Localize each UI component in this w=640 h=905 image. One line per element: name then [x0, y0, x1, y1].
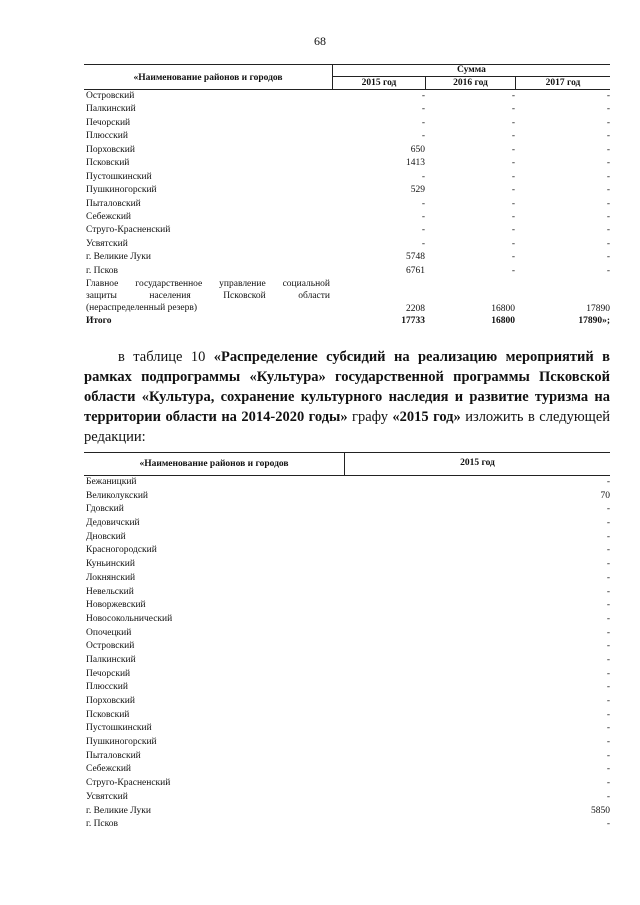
total-label: Итого: [86, 316, 112, 327]
cell-2015: -: [606, 764, 610, 775]
district-name: Плюсский: [86, 682, 128, 693]
cell-2015: 6761: [406, 265, 425, 276]
district-name: Пушкиногорский: [86, 737, 157, 748]
district-name: Опочецкий: [86, 627, 132, 638]
cell-2015: -: [421, 131, 425, 142]
cell-2016: -: [511, 158, 515, 169]
column-header-name: «Наименование районов и городов: [139, 459, 289, 469]
cell-2017: -: [606, 171, 610, 182]
table-row: [84, 531, 610, 545]
cell-2016: -: [511, 265, 515, 276]
table-row-gu: [84, 278, 610, 315]
district-name: Струго-Красненский: [86, 778, 171, 789]
table-row: [84, 709, 610, 723]
district-name: Усвятский: [86, 791, 128, 802]
table-row: [84, 750, 610, 764]
cell-2017: -: [606, 104, 610, 115]
table-row: [84, 198, 610, 211]
cell-2015: -: [606, 696, 610, 706]
cell-2016: -: [511, 131, 515, 142]
total-2017: 17890»;: [578, 316, 610, 327]
cell-2017: -: [606, 265, 610, 276]
cell-2015: -: [606, 518, 610, 529]
table-row: [84, 544, 610, 558]
cell-2015: -: [606, 572, 610, 583]
table-row: [84, 627, 610, 641]
table-row: [84, 90, 610, 103]
cell-2015: -: [606, 819, 610, 830]
cell-2015: 529: [410, 185, 425, 196]
table-row: [84, 157, 610, 170]
cell-2015: -: [421, 225, 425, 236]
district-name: Пустошкинский: [86, 723, 152, 734]
cell-2015: -: [421, 198, 425, 209]
cell-2015: 2208: [406, 304, 425, 315]
cell-2015: -: [606, 559, 610, 570]
table-row: [84, 184, 610, 197]
district-name: г. Псков: [86, 265, 119, 276]
table-row: [84, 668, 610, 682]
district-name: Печорский: [86, 668, 131, 679]
table-body: [84, 476, 610, 832]
district-name: Бежаницкий: [86, 477, 137, 487]
cell-2017: -: [606, 158, 610, 169]
cell-2015: -: [606, 654, 610, 665]
para-bold-2: «2015 год»: [392, 409, 461, 425]
cell-2016: -: [511, 171, 515, 182]
district-name: Порховский: [86, 696, 135, 706]
cell-2015: -: [606, 600, 610, 611]
cell-2015: -: [606, 641, 610, 652]
district-name: Невельский: [86, 586, 134, 597]
district-name: г. Великие Луки: [86, 805, 151, 816]
district-name: Плюсский: [86, 131, 128, 142]
table-row: [84, 681, 610, 695]
table-row: [84, 558, 610, 572]
column-header-2017: 2017 год: [545, 78, 581, 88]
total-2015: 17733: [401, 316, 425, 327]
district-name: Псковский: [86, 158, 130, 169]
cell-2016: -: [511, 225, 515, 236]
table-row: [84, 251, 610, 264]
cell-2016: -: [511, 117, 515, 128]
table-row: [84, 640, 610, 654]
para-bold-1: «Распределение субсидий на реализацию мероприятий в рамках подпрограммы «Культура» государственной программы Псковской области «Культура, сохранение культурного наследия и развитие туризма на территории области на 2014-2020 годы»: [84, 349, 610, 425]
cell-2016: -: [511, 91, 515, 101]
column-header-2015: 2015 год: [460, 458, 495, 468]
cell-2015: -: [606, 613, 610, 624]
cell-2017: -: [606, 211, 610, 222]
table-header: [84, 452, 610, 476]
cell-2015: -: [606, 723, 610, 734]
cell-2016: -: [511, 238, 515, 249]
cell-2015: 5850: [591, 805, 610, 816]
subsidy-table-continued: [84, 64, 610, 329]
gu-name-line3: (нераспределенный резерв): [86, 302, 198, 313]
district-name: Палкинский: [86, 654, 136, 665]
table-row: [84, 818, 610, 832]
page-number: 68: [314, 34, 326, 48]
cell-2017: -: [606, 198, 610, 209]
column-header-2015: 2015 год: [361, 78, 397, 88]
cell-2016: -: [511, 185, 515, 196]
district-name: Усвятский: [86, 238, 128, 249]
cell-2015: 5748: [406, 252, 425, 263]
cell-2017: -: [606, 252, 610, 263]
table-row: [84, 130, 610, 143]
district-name: Гдовский: [86, 504, 124, 515]
cell-2016: 16800: [491, 304, 515, 315]
table-row: [84, 654, 610, 668]
table-row: [84, 736, 610, 750]
cell-2015: 650: [410, 144, 425, 155]
gu-name-line2: защиты населения Псковской области: [86, 290, 330, 301]
table-row: [84, 103, 610, 116]
para-text-3: изложить в следующей редакции:: [84, 409, 611, 445]
table-row: [84, 722, 610, 736]
table-row: [84, 238, 610, 251]
cell-2015: -: [606, 531, 610, 542]
table-row: [84, 599, 610, 613]
cell-2015: -: [606, 545, 610, 556]
district-name: Островский: [86, 91, 135, 101]
subsidy-table-10: [84, 452, 610, 832]
cell-2015: -: [421, 117, 425, 128]
district-name: Псковский: [86, 709, 130, 720]
table-row: [84, 265, 610, 278]
district-name: Дновский: [86, 531, 126, 542]
table-row: [84, 211, 610, 224]
district-name: Дедовичский: [86, 518, 140, 529]
table-row: [84, 763, 610, 777]
cell-2015: -: [606, 791, 610, 802]
table-row: [84, 613, 610, 627]
cell-2015: -: [606, 477, 610, 487]
cell-2017: -: [606, 238, 610, 249]
district-name: Пушкиногорский: [86, 185, 157, 196]
column-header-2016: 2016 год: [453, 78, 488, 88]
table-row: [84, 791, 610, 805]
district-name: Красногородский: [86, 545, 157, 556]
cell-2017: -: [606, 144, 610, 155]
district-name: Себежский: [86, 764, 131, 775]
table-row: [84, 805, 610, 819]
column-header-name: «Наименование районов и городов: [133, 73, 283, 83]
cell-2016: -: [511, 198, 515, 209]
cell-2015: -: [606, 668, 610, 679]
district-name: Себежский: [86, 211, 131, 222]
table-row: [84, 490, 610, 504]
district-name: Пыталовский: [86, 750, 141, 761]
table-row: [84, 777, 610, 791]
cell-2015: -: [606, 627, 610, 638]
district-name: Новоржевский: [86, 600, 146, 611]
cell-2015: -: [421, 211, 425, 222]
table-row: [84, 144, 610, 157]
table-row: [84, 517, 610, 531]
gu-name-line1: Главное государственное управление социальной: [86, 279, 330, 290]
table-row: [84, 117, 610, 130]
district-name: Печорский: [86, 117, 131, 128]
cell-2017: -: [606, 225, 610, 236]
cell-2015: -: [606, 504, 610, 515]
table-row: [84, 586, 610, 600]
cell-2015: 70: [600, 490, 610, 501]
district-name: Куньинский: [86, 559, 135, 570]
district-name: г. Великие Луки: [86, 252, 151, 263]
total-2016: 16800: [491, 316, 515, 327]
table-header: [84, 64, 610, 90]
cell-2016: -: [511, 211, 515, 222]
cell-2017: 17890: [586, 304, 610, 315]
cell-2015: -: [421, 104, 425, 115]
cell-2015: -: [606, 586, 610, 597]
district-name: Пыталовский: [86, 198, 141, 209]
cell-2015: -: [421, 171, 425, 182]
cell-2015: -: [606, 709, 610, 720]
cell-2017: -: [606, 91, 610, 101]
district-name: Струго-Красненский: [86, 225, 171, 236]
cell-2016: -: [511, 144, 515, 155]
district-name: Локнянский: [86, 572, 136, 583]
column-header-sum: Сумма: [333, 65, 610, 77]
table-row: [84, 695, 610, 709]
table-row: [84, 476, 610, 490]
para-text-2: графу: [347, 409, 393, 425]
cell-2017: -: [606, 131, 610, 142]
cell-2015: -: [421, 238, 425, 249]
district-name: Островский: [86, 641, 135, 652]
table-row: [84, 572, 610, 586]
district-name: Великолукский: [86, 490, 149, 501]
cell-2015: -: [606, 778, 610, 789]
amendment-paragraph: [84, 347, 610, 447]
table-row: [84, 503, 610, 517]
cell-2015: -: [606, 682, 610, 693]
table-row-total: [84, 315, 610, 328]
cell-2016: -: [511, 252, 515, 263]
para-text-1: в таблице 10: [118, 349, 214, 365]
district-name: Новосокольнический: [86, 613, 173, 624]
cell-2015: -: [421, 91, 425, 101]
cell-2015: -: [606, 750, 610, 761]
cell-2017: -: [606, 185, 610, 196]
district-name: Порховский: [86, 144, 135, 155]
cell-2015: -: [606, 737, 610, 748]
district-name: Палкинский: [86, 104, 136, 115]
district-name: Пустошкинский: [86, 171, 152, 182]
cell-2016: -: [511, 104, 515, 115]
table-row: [84, 171, 610, 184]
table-body: [84, 90, 610, 278]
table-row: [84, 224, 610, 237]
cell-2017: -: [606, 117, 610, 128]
district-name: г. Псков: [86, 819, 119, 830]
cell-2015: 1413: [406, 158, 425, 169]
